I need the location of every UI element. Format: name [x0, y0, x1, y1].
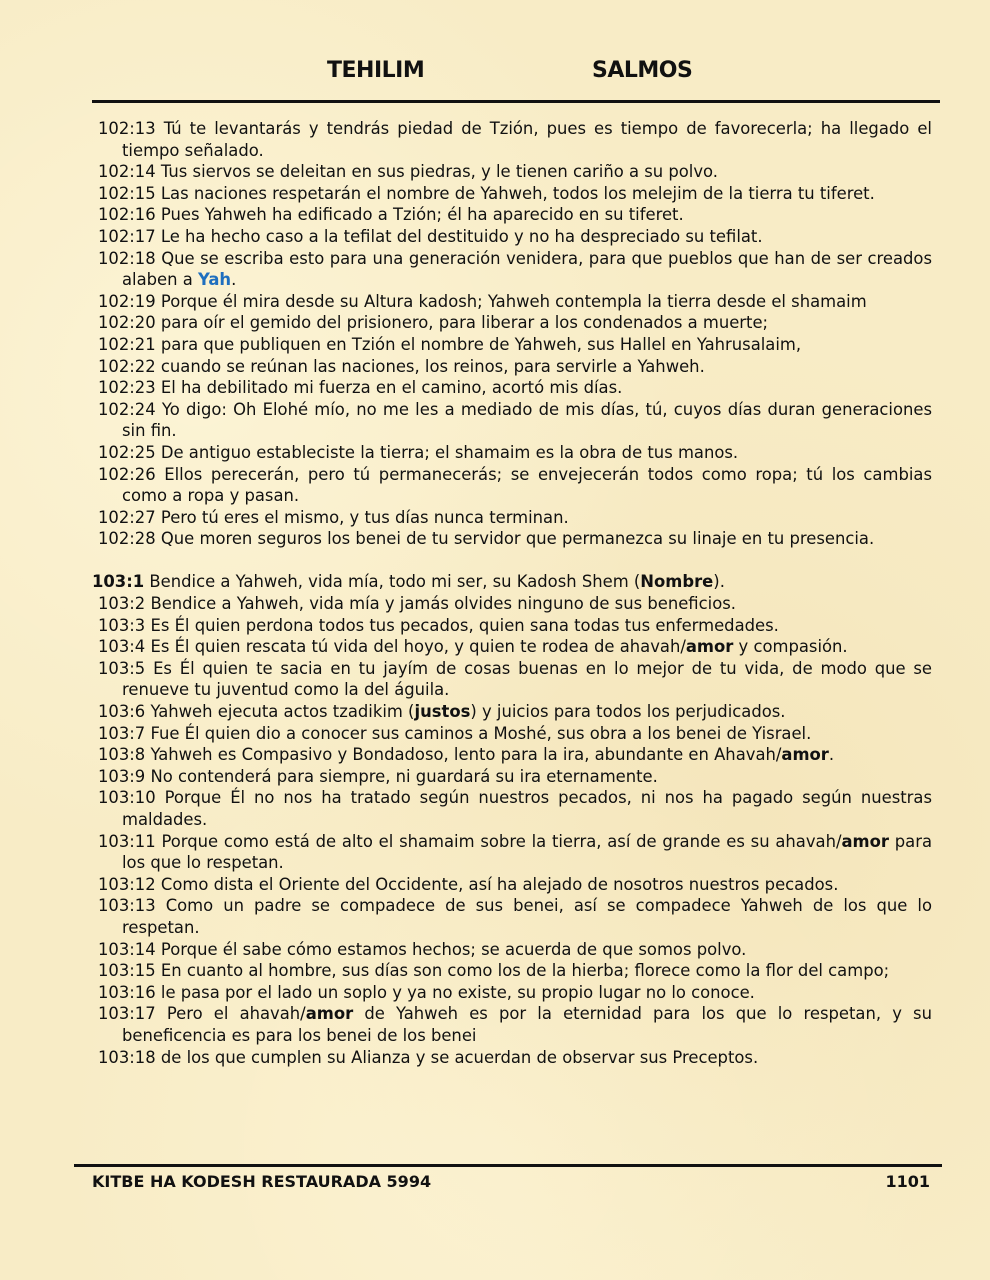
verse	[92, 1003, 932, 1046]
verse-ref: 102:14	[98, 162, 156, 182]
verse-ref: 103:4	[98, 637, 146, 657]
verse-ref: 103:17	[98, 1004, 156, 1024]
verse-ref: 102:17	[98, 226, 156, 246]
verse-ref: 103:15	[98, 961, 156, 981]
verse-emphasis: amor	[781, 745, 829, 765]
verse-text: Que moren seguros los benei de tu servidor que permanezca su linaje en tu presencia.	[160, 529, 875, 549]
verse-text: Le ha hecho caso a la tefilat del destituido y no ha despreciado su tefilat.	[160, 226, 763, 246]
verse-ref: 102:13	[98, 119, 156, 138]
verse-text: Porque Él no nos ha tratado según nuestros pecados, ni nos ha pagado según nuestras maldades.	[122, 788, 932, 829]
verse-ref: 102:24	[98, 399, 156, 419]
verse-text: El ha debilitado mi fuerza en el camino, acortó mis días.	[160, 378, 623, 398]
header-rule	[92, 100, 940, 103]
verse-ref: 103:13	[98, 896, 156, 916]
verse-ref: 103:3	[98, 615, 146, 635]
verse-ref: 103:16	[98, 982, 156, 1002]
verse-text: de los que cumplen su Alianza y se acuerdan de observar sus Preceptos.	[160, 1047, 759, 1067]
book-title: KITBE HA KODESH RESTAURADA 5994	[92, 1172, 432, 1191]
verse-text: .	[828, 745, 835, 765]
chapter-103	[92, 571, 932, 1068]
verse-text: le pasa por el lado un soplo y ya no existe, su propio lugar no lo conoce.	[160, 982, 755, 1002]
verse	[92, 895, 932, 938]
verse	[92, 787, 932, 830]
verse	[92, 571, 932, 593]
verse	[92, 1047, 932, 1069]
verse-emphasis: amor	[841, 831, 889, 851]
verse	[92, 831, 932, 874]
verse-ref: 103:9	[98, 766, 146, 786]
verse-text: Tus siervos se deleitan en sus piedras, y le tienen cariño a su polvo.	[160, 162, 718, 182]
verse	[92, 528, 932, 550]
verse-ref: 103:5	[98, 658, 146, 678]
verse-ref: 103:8	[98, 745, 146, 765]
verse-ref: 103:12	[98, 874, 156, 894]
verse-emphasis: Yah	[197, 270, 232, 290]
verse	[92, 204, 932, 226]
verse-text: Es Él quien te sacia en tu jayím de cosas buenas en lo mejor de tu vida, de modo que se renueve tu juventud como la del águila.	[122, 658, 932, 700]
verse-ref: 102:18	[98, 248, 156, 268]
verse-text: cuando se reúnan las naciones, los reinos, para servirle a Yahweh.	[160, 356, 705, 376]
verse	[92, 442, 932, 464]
verse-text: De antiguo estableciste la tierra; el shamaim es la obra de tus manos.	[160, 442, 739, 462]
verse-text: Pero tú eres el mismo, y tus días nunca terminan.	[160, 507, 569, 527]
verse-ref: 102:16	[98, 205, 156, 225]
verse-ref: 103:10	[98, 788, 156, 808]
verse-text: para que publiquen en Tzión el nombre de Yahweh, sus Hallel en Yahrusalaim,	[160, 334, 802, 354]
verse-emphasis: justos	[414, 702, 471, 722]
verse-ref: 102:20	[98, 313, 156, 333]
header-spanish-title: SALMOS	[592, 58, 693, 83]
verse-text: Tú te levantarás y tendrás piedad de Tzión, pues es tiempo de favorecerla; ha llegado el tiempo señalado.	[122, 119, 932, 160]
verse	[92, 593, 932, 615]
verse	[92, 161, 932, 183]
scripture-text	[92, 118, 932, 1068]
verse	[92, 226, 932, 248]
verse-text: y compasión.	[733, 637, 848, 657]
verse	[92, 982, 932, 1004]
verse-ref: 102:27	[98, 507, 156, 527]
header-hebrew-title: TEHILIM	[327, 58, 425, 83]
verse-text: Bendice a Yahweh, vida mía, todo mi ser, su Kadosh Shem (	[149, 572, 641, 592]
verse	[92, 766, 932, 788]
verse-text: Como dista el Oriente del Occidente, así ha alejado de nosotros nuestros pecados.	[160, 874, 839, 894]
verse	[92, 399, 932, 442]
verse	[92, 874, 932, 896]
verse-emphasis: amor	[305, 1004, 354, 1024]
verse-ref: 102:21	[98, 334, 156, 354]
verse-ref: 102:26	[98, 464, 156, 484]
verse	[92, 291, 932, 313]
verse-emphasis: amor	[685, 637, 734, 657]
verse-text: Pero el ahavah/	[166, 1004, 306, 1024]
verse-ref: 103:14	[98, 939, 156, 959]
verse	[92, 464, 932, 507]
footer-rule	[74, 1164, 942, 1167]
verse-text: En cuanto al hombre, sus días son como los de la hierba; florece como la flor del campo;	[160, 961, 890, 981]
verse-text: No contenderá para siempre, ni guardará su ira eternamente.	[150, 766, 658, 786]
verse-text: ) y juicios para todos los perjudicados.	[470, 702, 786, 722]
verse-ref: 103:2	[98, 594, 146, 614]
verse	[92, 701, 932, 723]
verse	[92, 960, 932, 982]
verse	[92, 334, 932, 356]
verse-text: ).	[713, 572, 725, 592]
verse	[92, 615, 932, 637]
verse-text: Yahweh es Compasivo y Bondadoso, lento para la ira, abundante en Ahavah/	[150, 745, 782, 765]
verse	[92, 939, 932, 961]
verse-text: Porque él sabe cómo estamos hechos; se acuerda de que somos polvo.	[160, 939, 747, 959]
chapter-102	[92, 118, 932, 550]
verse-ref: 102:22	[98, 356, 156, 376]
verse	[92, 118, 932, 161]
verse-ref: 103:18	[98, 1047, 156, 1067]
page-number: 1101	[885, 1172, 930, 1191]
verse-ref: 103:6	[98, 702, 146, 722]
verse-text: Que se escriba esto para una generación venidera, para que pueblos que han de ser creados alaben a	[122, 248, 932, 290]
verse-text: .	[231, 270, 237, 290]
verse	[92, 507, 932, 529]
verse-text: Es Él quien rescata tú vida del hoyo, y quien te rodea de ahavah/	[150, 637, 686, 657]
verse-ref: 103:7	[98, 723, 146, 743]
verse	[92, 636, 932, 658]
verse-ref: 103:1	[92, 572, 145, 592]
verse-emphasis: Nombre	[640, 572, 714, 592]
verse-text: Ellos perecerán, pero tú permanecerás; se envejecerán todos como ropa; tú los cambias como a ropa y pasan.	[122, 464, 932, 506]
verse-text: para oír el gemido del prisionero, para liberar a los condenados a muerte;	[160, 313, 769, 333]
verse-ref: 103:11	[98, 831, 156, 851]
verse-text: Es Él quien perdona todos tus pecados, quien sana todas tus enfermedades.	[150, 615, 779, 635]
verse	[92, 744, 932, 766]
verse	[92, 658, 932, 701]
verse-text: Las naciones respetarán el nombre de Yahweh, todos los melejim de la tierra tu tiferet.	[160, 183, 875, 203]
verse-text: Bendice a Yahweh, vida mía y jamás olvides ninguno de sus beneficios.	[150, 594, 736, 614]
verse-text: Yo digo: Oh Elohé mío, no me les a mediado de mis días, tú, cuyos días duran generaciones sin fin.	[122, 399, 932, 441]
verse-ref: 102:19	[98, 291, 156, 311]
verse-ref: 102:23	[98, 378, 156, 398]
chapter-gap	[92, 550, 932, 572]
verse	[92, 377, 932, 399]
verse-ref: 102:25	[98, 442, 156, 462]
verse-ref: 102:15	[98, 183, 156, 203]
verse-ref: 102:28	[98, 529, 156, 549]
verse-text: Pues Yahweh ha edificado a Tzión; él ha aparecido en su tiferet.	[160, 205, 684, 225]
verse	[92, 356, 932, 378]
verse-text: Porque como está de alto el shamaim sobre la tierra, así de grande es su ahavah/	[161, 831, 842, 851]
verse-text: de Yahweh es por la eternidad para los que lo respetan, y su beneficencia es para los benei de los benei	[122, 1004, 932, 1045]
verse	[92, 312, 932, 334]
verse	[92, 723, 932, 745]
verse-text: Porque él mira desde su Altura kadosh; Yahweh contempla la tierra desde el shamaim	[160, 291, 867, 311]
verse-text: para los que lo respetan.	[122, 831, 932, 873]
verse-text: Yahweh ejecuta actos tzadikim (	[150, 702, 415, 722]
verse	[92, 248, 932, 291]
page-header	[0, 58, 990, 92]
verse-text: Como un padre se compadece de sus benei, así se compadece Yahweh de los que lo respetan.	[122, 896, 932, 937]
verse-text: Fue Él quien dio a conocer sus caminos a Moshé, sus obra a los benei de Yisrael.	[150, 723, 812, 743]
verse	[92, 183, 932, 205]
